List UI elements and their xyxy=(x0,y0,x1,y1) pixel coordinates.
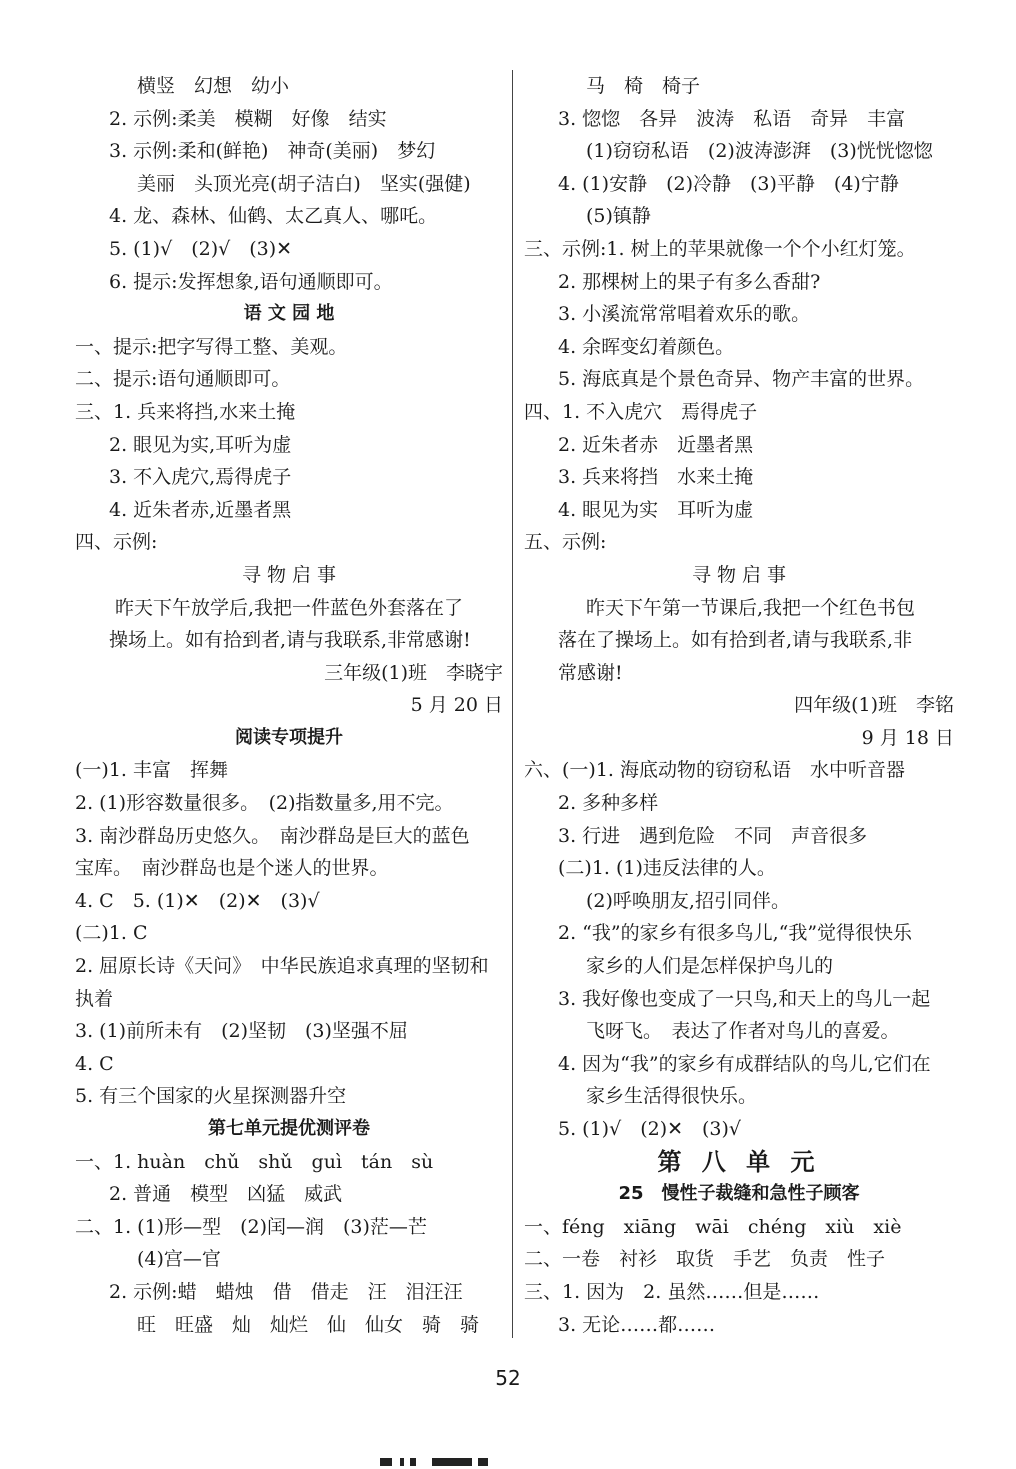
left-line: 横竖 幻想 幼小 xyxy=(137,75,290,97)
left-line: 三年级(1)班 李晓宇 xyxy=(324,661,503,684)
left-line: 旺 旺盛 灿 灿烂 仙 仙女 骑 骑 xyxy=(137,1313,480,1336)
right-line: 5. 海底真是个景色奇异、物产丰富的世界。 xyxy=(558,368,925,391)
right-line: 3. 无论……都…… xyxy=(558,1313,716,1336)
right-line: 家乡生活得很快乐。 xyxy=(586,1085,758,1108)
left-line: 6. 提示:发挥想象,语句通顺即可。 xyxy=(109,270,393,293)
left-line: 2. 屈原长诗《天问》 中华民族追求真理的坚韧和 xyxy=(75,955,489,978)
page-number: 52 xyxy=(495,1366,521,1390)
left-line: 3. (1)前所未有 (2)坚韧 (3)坚强不屈 xyxy=(75,1020,408,1043)
left-line: 3. 示例:柔和(鲜艳) 神奇(美丽) 梦幻 xyxy=(109,140,436,163)
left-line: 2. (1)形容数量很多。 (2)指数量多,用不完。 xyxy=(75,792,454,815)
left-line: (一)1. 丰富 挥舞 xyxy=(75,759,228,782)
left-line: 美丽 头顶光亮(胡子洁白) 坚实(强健) xyxy=(137,172,471,195)
right-line: 四、1. 不入虎穴 焉得虎子 xyxy=(524,400,758,423)
right-line: (1)窃窃私语 (2)波涛澎湃 (3)恍恍惚惚 xyxy=(586,140,933,163)
right-line: 2. 那棵树上的果子有多么香甜? xyxy=(558,270,821,293)
right-line: 2. 近朱者赤 近墨者黑 xyxy=(558,433,754,456)
right-line: 9 月 18 日 xyxy=(861,726,954,749)
left-line: 语 文 园 地 xyxy=(243,303,335,325)
left-line: 昨天下午放学后,我把一件蓝色外套落在了 xyxy=(115,596,464,619)
right-line: 2. 多种多样 xyxy=(558,792,659,815)
right-line: 二、一卷 衬衫 取货 手艺 负责 性子 xyxy=(524,1248,886,1271)
left-line: 2. 示例:蜡 蜡烛 借 借走 汪 泪汪汪 xyxy=(109,1280,463,1303)
right-line: 马 椅 椅子 xyxy=(586,75,701,97)
right-line: 四年级(1)班 李铭 xyxy=(794,694,954,717)
left-line: 一、1. huàn chǔ shǔ guì tán sù xyxy=(75,1150,434,1173)
right-line: 3. 惚惚 各异 波涛 私语 奇异 丰富 xyxy=(558,107,906,130)
left-line: 宝库。 南沙群岛也是个迷人的世界。 xyxy=(75,857,389,880)
right-line: 飞呀飞。 表达了作者对鸟儿的喜爱。 xyxy=(586,1020,900,1043)
left-line: 寻 物 启 事 xyxy=(241,563,337,586)
left-line: 阅读专项提升 xyxy=(235,726,343,748)
right-line: 三、示例:1. 树上的苹果就像一个个小红灯笼。 xyxy=(524,237,916,260)
left-line: 4. 近朱者赤,近墨者黑 xyxy=(109,498,292,521)
left-line: 5 月 20 日 xyxy=(410,694,503,717)
right-line: 4. 余晖变幻着颜色。 xyxy=(558,335,735,358)
right-line: 25 慢性子裁缝和急性子顾客 xyxy=(618,1183,860,1205)
left-line: 2. 普通 模型 凶猛 威武 xyxy=(109,1183,343,1206)
left-line: 二、提示:语句通顺即可。 xyxy=(75,368,291,391)
right-line: 五、示例: xyxy=(524,531,607,554)
right-line: 家乡的人们是怎样保护鸟儿的 xyxy=(586,955,834,978)
right-line: 一、féng xiāng wāi chéng xiù xiè xyxy=(524,1215,902,1238)
footer-mark xyxy=(380,1458,490,1466)
left-line: (4)宫—官 xyxy=(137,1248,221,1271)
right-line: 3. 我好像也变成了一只鸟,和天上的鸟儿一起 xyxy=(558,987,931,1010)
left-line: 一、提示:把字写得工整、美观。 xyxy=(75,335,348,358)
left-column xyxy=(75,70,503,1341)
right-line: 3. 小溪流常常唱着欢乐的歌。 xyxy=(558,303,811,326)
left-line: 4. C 5. (1)✕ (2)✕ (3)√ xyxy=(75,889,320,912)
right-line: 六、(一)1. 海底动物的窃窃私语 水中听音器 xyxy=(524,759,905,782)
right-line: (2)呼唤朋友,招引同伴。 xyxy=(586,889,790,912)
right-line: 昨天下午第一节课后,我把一个红色书包 xyxy=(586,596,916,619)
left-line: 2. 示例:柔美 模糊 好像 结实 xyxy=(109,107,387,130)
left-line: 5. (1)√ (2)√ (3)✕ xyxy=(109,237,293,260)
left-line: 三、1. 兵来将挡,水来土掩 xyxy=(75,400,296,423)
left-line: 4. 龙、森林、仙鹤、太乙真人、哪吒。 xyxy=(109,205,438,228)
right-line: 三、1. 因为 2. 虽然……但是…… xyxy=(524,1280,820,1303)
right-line: 3. 兵来将挡 水来土掩 xyxy=(558,466,754,489)
right-line: 4. (1)安静 (2)冷静 (3)平静 (4)宁静 xyxy=(558,172,899,195)
left-line: (二)1. C xyxy=(75,922,148,945)
right-line: (二)1. (1)违反法律的人。 xyxy=(558,857,776,880)
left-line: 四、示例: xyxy=(75,531,158,554)
right-line: 第 八 单 元 xyxy=(657,1147,821,1176)
right-line: 2. “我”的家乡有很多鸟儿,“我”觉得很快乐 xyxy=(558,922,913,945)
right-line: 5. (1)√ (2)✕ (3)√ xyxy=(558,1118,742,1140)
right-line: 落在了操场上。如有拾到者,请与我联系,非 xyxy=(558,629,913,652)
column-divider xyxy=(512,70,513,1338)
right-line: (5)镇静 xyxy=(586,205,651,228)
left-line: 4. C xyxy=(75,1052,114,1075)
right-line: 常感谢! xyxy=(558,661,623,684)
left-line: 操场上。如有拾到者,请与我联系,非常感谢! xyxy=(109,629,471,652)
left-line: 执着 xyxy=(75,987,114,1010)
right-line: 4. 眼见为实 耳听为虚 xyxy=(558,498,754,521)
left-line: 2. 眼见为实,耳听为虚 xyxy=(109,433,292,456)
right-line: 3. 行进 遇到危险 不同 声音很多 xyxy=(558,824,868,847)
left-line: 3. 不入虎穴,焉得虎子 xyxy=(109,466,292,489)
left-line: 第七单元提优测评卷 xyxy=(208,1118,370,1139)
left-line: 二、1. (1)形—型 (2)闰—润 (3)茫—芒 xyxy=(75,1215,427,1238)
left-line: 3. 南沙群岛历史悠久。 南沙群岛是巨大的蓝色 xyxy=(75,824,470,847)
right-column xyxy=(524,70,954,1341)
right-line: 4. 因为“我”的家乡有成群结队的鸟儿,它们在 xyxy=(558,1052,931,1075)
right-line: 寻 物 启 事 xyxy=(691,563,787,586)
left-line: 5. 有三个国家的火星探测器升空 xyxy=(75,1085,347,1108)
